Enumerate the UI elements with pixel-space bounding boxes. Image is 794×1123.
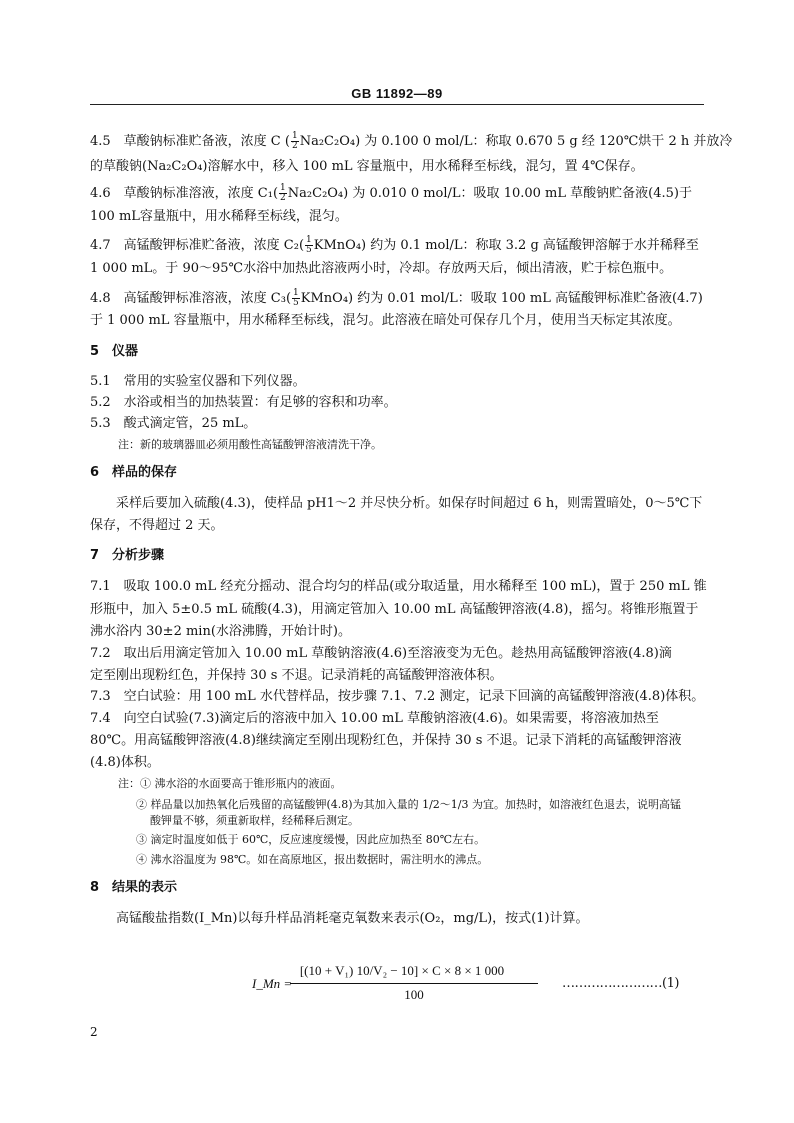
fraction-half: $\frac{1}{2}$ [291, 131, 298, 151]
clause-7-4-line3: (4.8)体积。 [90, 755, 160, 770]
formula-equation-number: ……………………(1) [562, 976, 679, 991]
page-header: GB 11892—89 [351, 86, 443, 101]
formula-numerator: [(10 + V₁) 10/V₂ − 10] × C × 8 × 1 000 [299, 963, 505, 978]
section-6-para-line2: 保存，不得超过 2 天。 [90, 518, 224, 533]
fraction-fifth: $\frac{1}{5}$ [293, 288, 299, 308]
note-7-item-1: 注：① 沸水浴的水面要高于锥形瓶内的液面。 [118, 777, 342, 790]
clause-5-2: 5.2 水浴或相当的加热装置：有足够的容积和功率。 [90, 395, 397, 410]
clause-7-1-line1: 7.1 吸取 100.0 mL 经充分摇动、混合均匀的样品(或分取适量，用水稀释至 100 mL)，置于 250 mL 锥 [90, 579, 707, 594]
clause-4-6-line1: 4.6 草酸钠标准溶液，浓度 C₁( $\frac{1}{2}$ Na₂C₂O₄) 为 0.010 0 mol/L：吸取 10.00 mL 草酸钠贮备液(4.5)于 [90, 183, 692, 203]
header-rule [90, 104, 704, 105]
clause-4-5-line2: 的草酸钠(Na₂C₂O₄)溶解水中，移入 100 mL 容量瓶中，用水稀释至标线，混匀，置 4℃保存。 [90, 159, 644, 174]
note-7-item-2-line2: 酸钾量不够，须重新取样，经稀释后测定。 [150, 814, 359, 827]
section-8-para: 高锰酸盐指数(I_Mn)以每升样品消耗毫克氧数来表示(O₂，mg/L)，按式(1)计算。 [90, 911, 589, 926]
note-7-item-4: ④ 沸水浴温度为 98℃。如在高原地区，报出数据时，需注明水的沸点。 [136, 853, 489, 866]
clause-7-1-line2: 形瓶中，加入 5±0.5 mL 硫酸(4.3)，用滴定管加入 10.00 mL 高锰酸钾溶液(4.8)，摇匀。将锥形瓶置于 [90, 602, 699, 617]
clause-7-2-line2: 定至刚出现粉红色，并保持 30 s 不退。记录消耗的高锰酸钾溶液体积。 [90, 668, 503, 683]
clause-4-5-line1: 4.5 草酸钠标准贮备液，浓度 C ( $\frac{1}{2}$ Na₂C₂O₄) 为 0.100 0 mol/L：称取 0.670 5 g 经 120℃烘干 2 h 并放冷 [90, 131, 733, 151]
clause-7-4-line2: 80℃。用高锰酸钾溶液(4.8)继续滴定至刚出现粉红色，并保持 30 s 不退。记录下消耗的高锰酸钾溶液 [90, 733, 682, 748]
note-7-item-3: ③ 滴定时温度如低于 60℃，反应速度缓慢，因此应加热至 80℃左右。 [136, 833, 486, 846]
clause-7-1-line3: 沸水浴内 30±2 min(水浴沸腾，开始计时)。 [90, 624, 351, 639]
section-6-heading: 6 样品的保存 [90, 465, 178, 480]
clause-4-8-line1: 4.8 高锰酸钾标准溶液，浓度 C₃( $\frac{1}{5}$ KMnO₄) 约为 0.01 mol/L：吸取 100 mL 高锰酸钾标准贮备液(4.7) [90, 288, 703, 308]
formula-denominator: 100 [404, 987, 424, 1002]
clause-4-6-line2: 100 mL容量瓶中，用水稀释至标线，混匀。 [90, 209, 348, 224]
clause-7-4-line1: 7.4 向空白试验(7.3)滴定后的溶液中加入 10.00 mL 草酸钠溶液(4.6)。如果需要，将溶液加热至 [90, 711, 659, 726]
section-5-heading: 5 仪器 [90, 344, 139, 359]
clause-4-7-line1: 4.7 高锰酸钾标准贮备液，浓度 C₂( $\frac{1}{5}$ KMnO₄) 约为 0.1 mol/L：称取 3.2 g 高锰酸钾溶解于水并稀释至 [90, 235, 699, 255]
fraction-fifth: $\frac{1}{5}$ [306, 235, 312, 255]
clause-7-3: 7.3 空白试验：用 100 mL 水代替样品，按步骤 7.1、7.2 测定，记录下回滴的高锰酸钾溶液(4.8)体积。 [90, 689, 705, 704]
clause-5-1: 5.1 常用的实验室仪器和下列仪器。 [90, 374, 306, 389]
section-7-heading: 7 分析步骤 [90, 548, 165, 563]
page-number: 2 [90, 1025, 98, 1039]
clause-5-3: 5.3 酸式滴定管，25 mL。 [90, 416, 257, 431]
note-7-item-2-line1: ② 样品量以加热氧化后残留的高锰酸钾(4.8)为其加入量的 1/2～1/3 为宜。加热时，如溶液红色退去，说明高锰 [136, 798, 681, 811]
formula-lhs: I_Mn = [252, 976, 293, 991]
clause-4-7-line2: 1 000 mL。于 90～95℃水浴中加热此溶液两小时，冷却。存放两天后，倾出清液，贮于棕色瓶中。 [90, 261, 673, 276]
note-section-5: 注：新的玻璃器皿必须用酸性高锰酸钾溶液清洗干净。 [118, 438, 382, 451]
fraction-half: $\frac{1}{2}$ [280, 183, 286, 203]
section-8-heading: 8 结果的表示 [90, 880, 178, 895]
section-6-para-line1: 采样后要加入硫酸(4.3)，使样品 pH1～2 并尽快分析。如保存时间超过 6 h，则需置暗处，0～5℃下 [90, 496, 703, 511]
formula-fraction-bar [290, 983, 538, 984]
clause-4-8-line2: 于 1 000 mL 容量瓶中，用水稀释至标线，混匀。此溶液在暗处可保存几个月，使用当天标定其浓度。 [90, 313, 681, 328]
clause-7-2-line1: 7.2 取出后用滴定管加入 10.00 mL 草酸钠溶液(4.6)至溶液变为无色。趁热用高锰酸钾溶液(4.8)滴 [90, 646, 672, 661]
